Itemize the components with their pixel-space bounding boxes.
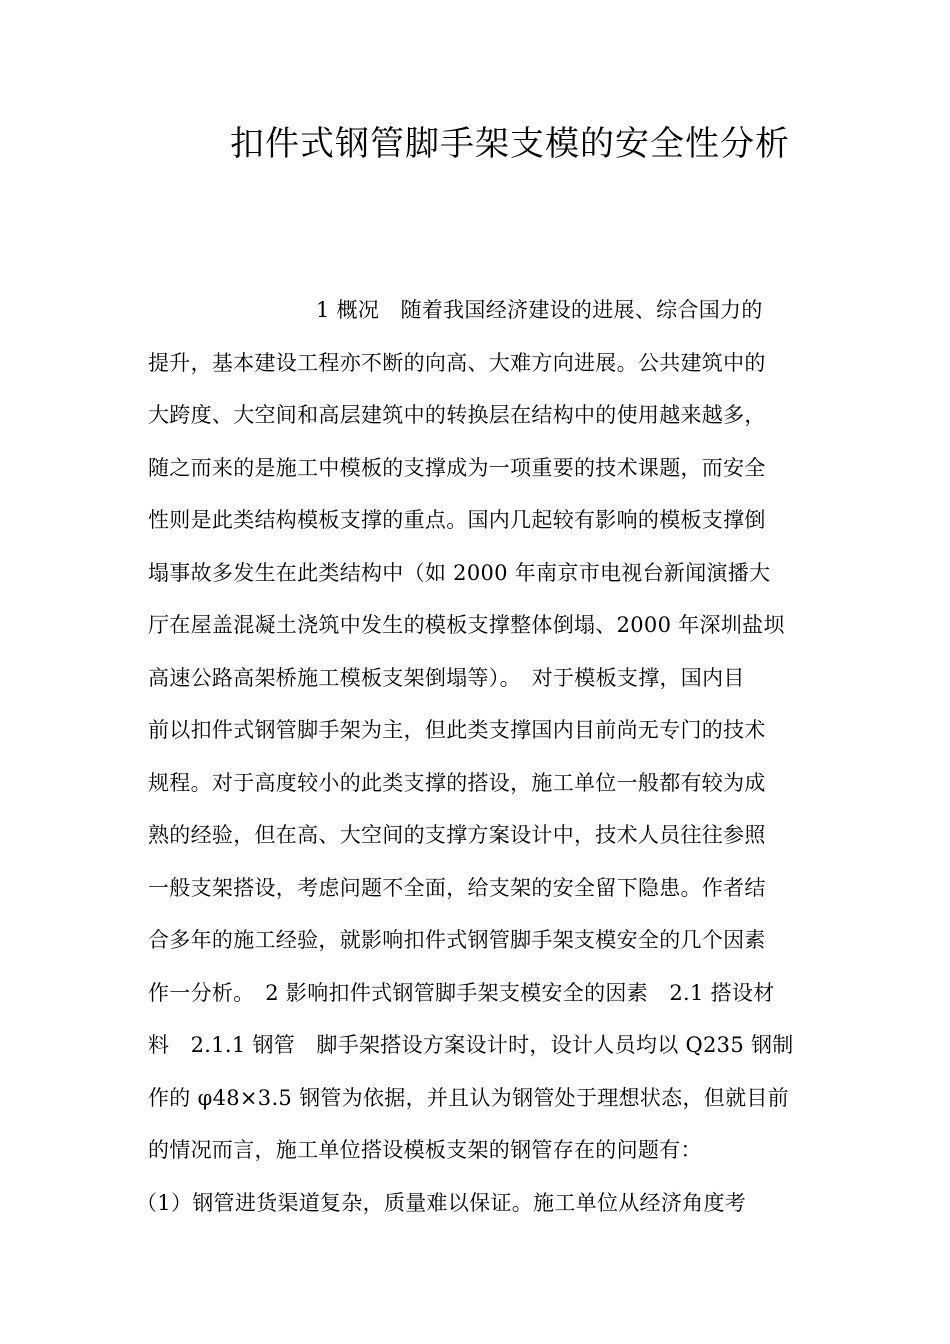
paragraph-line: 合多年的施工经验，就影响扣件式钢管脚手架支模安全的几个因素 [148,928,766,952]
paragraph-line: 规程。对于高度较小的此类支撑的搭设，施工单位一般都有较为成 [148,770,766,795]
paragraph-line: 作一分析。 2 影响扣件式钢管脚手架支模安全的因素 2.1 搭设材 [148,980,775,1005]
paragraph-line: 性则是此类结构模板支撑的重点。国内几起较有影响的模板支撑倒 [148,508,766,532]
paragraph-line: 随之而来的是施工中模板的支撑成为一项重要的技术课题，而安全 [148,455,766,480]
paragraph-line: 前以扣件式钢管脚手架为主，但此类支撑国内目前尚无专门的技术 [148,718,766,742]
document-body [136,290,808,1235]
paragraph-line: 大跨度、大空间和高层建筑中的转换层在结构中的使用越来越多， [148,403,766,427]
paragraph-line: （1）钢管进货渠道复杂，质量难以保证。施工单位从经济角度考 [136,1190,747,1215]
paragraph-line: 一般支架搭设，考虑问题不全面，给支架的安全留下隐患。作者结 [148,875,766,900]
paragraph-line: 厅在屋盖混凝土浇筑中发生的模板支撑整体倒塌、2000 年深圳盐坝 [148,613,785,637]
paragraph-line: 料 2.1.1 钢管 脚手架搭设方案设计时，设计人员均以 Q235 钢制 [148,1033,794,1057]
document-title: 扣件式钢管脚手架支模的安全性分析 [230,124,790,164]
paragraph-line: 熟的经验，但在高、大空间的支撑方案设计中，技术人员往往参照 [148,823,766,847]
paragraph-line: 的情况而言，施工单位搭设模板支架的钢管存在的问题有： [148,1138,702,1162]
paragraph-line: 高速公路高架桥施工模板支架倒塌等）。 对于模板支撑，国内目 [148,665,745,690]
paragraph-line: 塌事故多发生在此类结构中（如 2000 年南京市电视台新闻演播大 [148,560,771,585]
paragraph-line: 作的 φ48×3.5 钢管为依据，并且认为钢管处于理想状态，但就目前 [148,1085,789,1110]
paragraph-line: 1 概况 随着我国经济建设的进展、综合国力的 [316,298,763,322]
paragraph-line: 提升，基本建设工程亦不断的向高、大难方向进展。公共建筑中的 [148,350,766,375]
